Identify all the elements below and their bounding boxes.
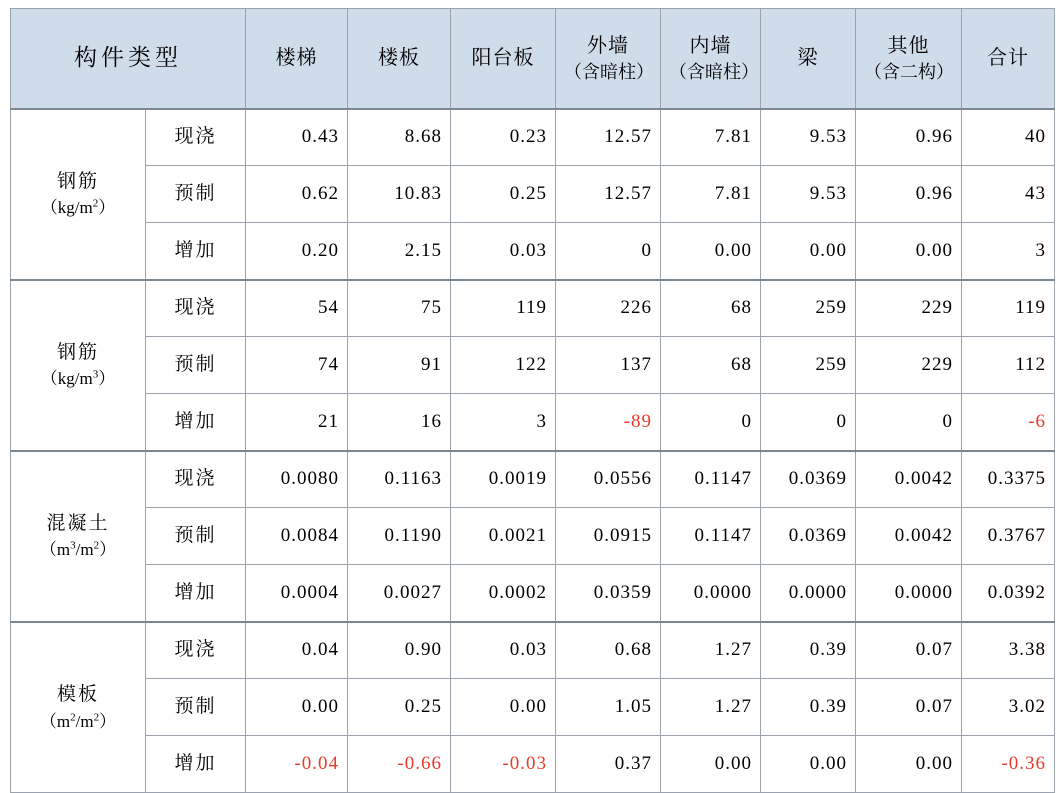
table-cell-value: 74: [246, 337, 348, 394]
header-cell-total: 合计: [962, 9, 1055, 109]
table-row: [11, 394, 1055, 451]
header-cell-exterior-wall-line1: 外墙: [587, 34, 629, 57]
table-cell-value: -89: [556, 394, 661, 451]
table-cell-value: 229: [856, 280, 962, 337]
table-row: [11, 223, 1055, 280]
table-cell-value: 0.1147: [661, 451, 761, 508]
table-row: [11, 166, 1055, 223]
table-cell-value: -0.66: [348, 736, 451, 793]
table-row: [11, 508, 1055, 565]
table-cell-value: 0.07: [856, 622, 962, 679]
table-header: [11, 9, 1055, 109]
table-cell-value: 68: [661, 337, 761, 394]
table-cell-value: 226: [556, 280, 661, 337]
table-cell-value: 0.0042: [856, 451, 962, 508]
header-cell-component-type: 构件类型: [11, 9, 246, 109]
table-cell-value: 1.05: [556, 679, 661, 736]
table-cell-value: 0: [856, 394, 962, 451]
table-cell-value: 10.83: [348, 166, 451, 223]
table-cell-value: 0.39: [761, 622, 856, 679]
table-cell-value: 0.1147: [661, 508, 761, 565]
row-group-label: [11, 622, 146, 793]
table-cell-value: 0.0369: [761, 451, 856, 508]
row-group-label: [11, 280, 146, 451]
table-cell-value: 0: [761, 394, 856, 451]
row-group-unit: $(m^2/m^2)$: [39, 710, 117, 731]
header-cell-other-line2: （含二构）: [864, 61, 954, 82]
row-group-unit: $(kg/m^2)$: [40, 197, 116, 218]
header-cell-exterior-wall: [556, 9, 661, 109]
table-cell-value: 0.25: [451, 166, 556, 223]
table-cell-value: 0.0359: [556, 565, 661, 622]
table-cell-value: 0.0915: [556, 508, 661, 565]
table-cell-value: 0.0021: [451, 508, 556, 565]
table-cell-value: 0.3767: [962, 508, 1055, 565]
row-group-unit: $(kg/m^3)$: [40, 368, 116, 389]
table-cell-value: 40: [962, 109, 1055, 166]
table-cell-value: 9.53: [761, 109, 856, 166]
table-cell-value: 75: [348, 280, 451, 337]
row-sub-label: 预制: [146, 166, 246, 223]
row-group-unit: $(m^3/m^2)$: [39, 539, 117, 560]
row-group-label: [11, 451, 146, 622]
table-cell-value: 9.53: [761, 166, 856, 223]
row-sub-label: 增加: [146, 565, 246, 622]
table-row: [11, 736, 1055, 793]
table-row: [11, 622, 1055, 679]
table-cell-value: -0.04: [246, 736, 348, 793]
table-cell-value: 0.1163: [348, 451, 451, 508]
row-sub-label: 现浇: [146, 451, 246, 508]
table-cell-value: 0.39: [761, 679, 856, 736]
table-cell-value: 0: [556, 223, 661, 280]
table-cell-value: 12.57: [556, 166, 661, 223]
table-cell-value: 0.00: [661, 223, 761, 280]
row-group-label: [11, 109, 146, 280]
table-cell-value: 16: [348, 394, 451, 451]
table-cell-value: 7.81: [661, 166, 761, 223]
header-cell-floor-slab: 楼板: [348, 9, 451, 109]
table-cell-value: 0.0369: [761, 508, 856, 565]
table-cell-value: 1.27: [661, 679, 761, 736]
table-cell-value: 0.20: [246, 223, 348, 280]
table-body: [11, 109, 1055, 793]
row-group-name: 钢筋: [56, 341, 99, 363]
table-cell-value: 259: [761, 280, 856, 337]
table-cell-value: 0.0000: [761, 565, 856, 622]
table-cell-value: 0.0000: [856, 565, 962, 622]
row-sub-label: 现浇: [146, 280, 246, 337]
table-cell-value: 0.0042: [856, 508, 962, 565]
row-sub-label: 增加: [146, 223, 246, 280]
row-group-name: 钢筋: [56, 170, 99, 192]
table-cell-value: 3: [451, 394, 556, 451]
table-cell-value: 3.38: [962, 622, 1055, 679]
table-cell-value: 0.03: [451, 223, 556, 280]
table-cell-value: 0.00: [246, 679, 348, 736]
table-cell-value: 3: [962, 223, 1055, 280]
table-cell-value: 0.0002: [451, 565, 556, 622]
table-cell-value: 2.15: [348, 223, 451, 280]
row-sub-label: 现浇: [146, 622, 246, 679]
table-cell-value: 0.37: [556, 736, 661, 793]
header-cell-other-line1: 其他: [887, 34, 930, 57]
header-cell-exterior-wall-line2: （含暗柱）: [564, 61, 654, 82]
table-cell-value: 68: [661, 280, 761, 337]
table-cell-value: 0.43: [246, 109, 348, 166]
table-cell-value: 0.23: [451, 109, 556, 166]
table-row: [11, 109, 1055, 166]
table-cell-value: 8.68: [348, 109, 451, 166]
table-cell-value: 137: [556, 337, 661, 394]
table-cell-value: 0.68: [556, 622, 661, 679]
table-row: [11, 451, 1055, 508]
header-cell-beam: 梁: [761, 9, 856, 109]
table-cell-value: -0.03: [451, 736, 556, 793]
table-row: [11, 679, 1055, 736]
table-cell-value: 0.0004: [246, 565, 348, 622]
table-cell-value: 0.0084: [246, 508, 348, 565]
table-cell-value: 0.00: [761, 736, 856, 793]
table-cell-value: 0.1190: [348, 508, 451, 565]
table-cell-value: 119: [451, 280, 556, 337]
row-group-name: 混凝土: [46, 512, 110, 534]
table-cell-value: 0.0027: [348, 565, 451, 622]
component-metrics-table: [10, 8, 1055, 793]
table-cell-value: 112: [962, 337, 1055, 394]
table-cell-value: 0.96: [856, 109, 962, 166]
header-cell-other: [856, 9, 962, 109]
table-cell-value: -0.36: [962, 736, 1055, 793]
row-sub-label: 现浇: [146, 109, 246, 166]
table-cell-value: 21: [246, 394, 348, 451]
table-cell-value: 0.3375: [962, 451, 1055, 508]
table-cell-value: 7.81: [661, 109, 761, 166]
table-cell-value: 91: [348, 337, 451, 394]
row-sub-label: 增加: [146, 736, 246, 793]
table-cell-value: 0.00: [451, 679, 556, 736]
table-row: [11, 280, 1055, 337]
table-cell-value: 229: [856, 337, 962, 394]
table-cell-value: 0.0392: [962, 565, 1055, 622]
row-sub-label: 预制: [146, 679, 246, 736]
header-cell-interior-wall-line1: 内墙: [689, 34, 732, 57]
table-cell-value: 12.57: [556, 109, 661, 166]
row-sub-label: 增加: [146, 394, 246, 451]
table-cell-value: 0.62: [246, 166, 348, 223]
table-row: [11, 565, 1055, 622]
table-cell-value: 43: [962, 166, 1055, 223]
table-cell-value: 0: [661, 394, 761, 451]
table-cell-value: 119: [962, 280, 1055, 337]
header-cell-balcony-slab: 阳台板: [451, 9, 556, 109]
table-cell-value: 122: [451, 337, 556, 394]
table-cell-value: 1.27: [661, 622, 761, 679]
header-cell-stair: 楼梯: [246, 9, 348, 109]
table-cell-value: 0.00: [856, 223, 962, 280]
table-header-row: [11, 9, 1055, 109]
header-cell-interior-wall: [661, 9, 761, 109]
table-cell-value: 0.04: [246, 622, 348, 679]
table-cell-value: 0.00: [761, 223, 856, 280]
table-cell-value: 54: [246, 280, 348, 337]
table-cell-value: 0.0080: [246, 451, 348, 508]
table-cell-value: 0.0556: [556, 451, 661, 508]
table-row: [11, 337, 1055, 394]
table-cell-value: 0.03: [451, 622, 556, 679]
table-cell-value: 3.02: [962, 679, 1055, 736]
table-cell-value: 0.0000: [661, 565, 761, 622]
table-cell-value: 0.07: [856, 679, 962, 736]
table-cell-value: 0.00: [856, 736, 962, 793]
table-cell-value: 0.96: [856, 166, 962, 223]
row-group-name: 模板: [56, 683, 99, 705]
row-sub-label: 预制: [146, 337, 246, 394]
table-cell-value: 0.25: [348, 679, 451, 736]
row-sub-label: 预制: [146, 508, 246, 565]
table-cell-value: 0.90: [348, 622, 451, 679]
table-cell-value: -6: [962, 394, 1055, 451]
header-cell-interior-wall-line2: （含暗柱）: [669, 61, 759, 82]
table-cell-value: 259: [761, 337, 856, 394]
table-cell-value: 0.00: [661, 736, 761, 793]
table-cell-value: 0.0019: [451, 451, 556, 508]
